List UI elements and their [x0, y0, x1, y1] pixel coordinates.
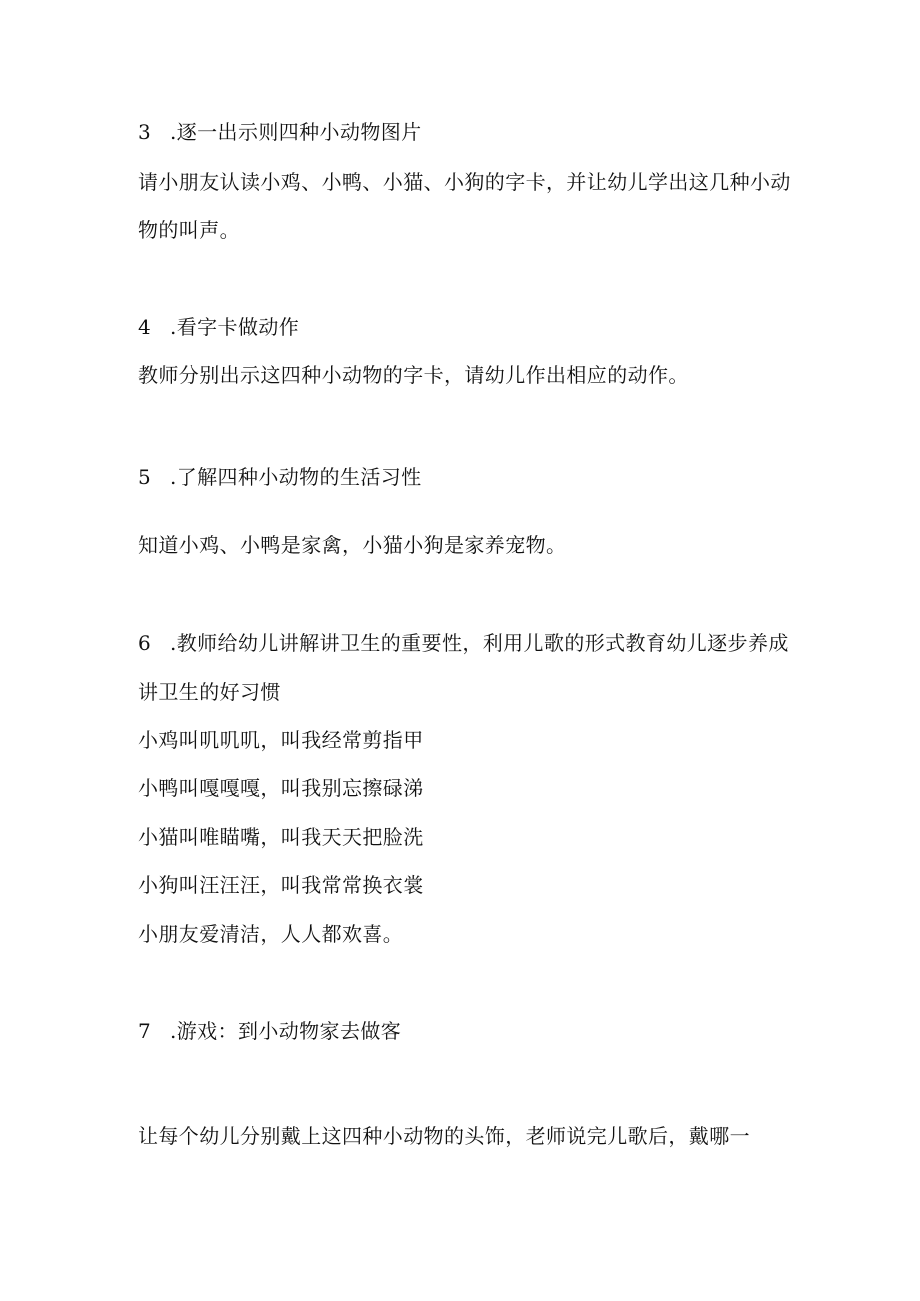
section-5-heading [138, 465, 422, 489]
section-6-title: .教师给幼儿讲解讲卫生的重要性，利用儿歌的形式教育幼儿逐步养成 [170, 631, 789, 655]
section-5-line-1: 知道小鸡、小鸭是家禽，小猫小狗是家养宠物。 [138, 533, 567, 557]
section-4-line-1: 教师分别出示这四种小动物的字卡，请幼儿作出相应的动作。 [138, 363, 689, 387]
section-6-heading [138, 631, 789, 655]
section-5-number: 5 [138, 465, 152, 489]
section-7-title: .游戏：到小动物家去做客 [170, 1019, 402, 1043]
section-3-heading [138, 120, 422, 144]
section-3-number: 3 [138, 120, 152, 144]
section-3-line-1: 请小朋友认读小鸡、小鸭、小猫、小狗的字卡，并让幼儿学出这几种小动 [138, 170, 791, 194]
section-4-title: .看字卡做动作 [170, 315, 300, 339]
rhyme-line-5: 小朋友爱清洁，人人都欢喜。 [138, 922, 404, 946]
section-7-line-1: 让每个幼儿分别戴上这四种小动物的头饰，老师说完儿歌后，戴哪一 [138, 1124, 750, 1148]
section-3-title: .逐一出示则四种小动物图片 [170, 120, 422, 144]
section-4-number: 4 [138, 315, 152, 339]
rhyme-line-4: 小狗叫汪汪汪，叫我常常换衣裳 [138, 873, 424, 897]
section-5-title: .了解四种小动物的生活习性 [170, 465, 422, 489]
section-3-line-2: 物的叫声。 [138, 218, 240, 242]
section-6-line-1: 讲卫生的好习惯 [138, 680, 281, 704]
section-7-number: 7 [138, 1019, 152, 1043]
rhyme-line-3: 小猫叫唯瞄嘴，叫我天天把脸洗 [138, 825, 424, 849]
section-7-heading [138, 1019, 401, 1043]
rhyme-line-1: 小鸡叫叽叽叽，叫我经常剪指甲 [138, 728, 424, 752]
rhyme-line-2: 小鸭叫嘎嘎嘎，叫我别忘擦碌涕 [138, 776, 424, 800]
section-6-number: 6 [138, 631, 152, 655]
section-4-heading [138, 315, 299, 339]
